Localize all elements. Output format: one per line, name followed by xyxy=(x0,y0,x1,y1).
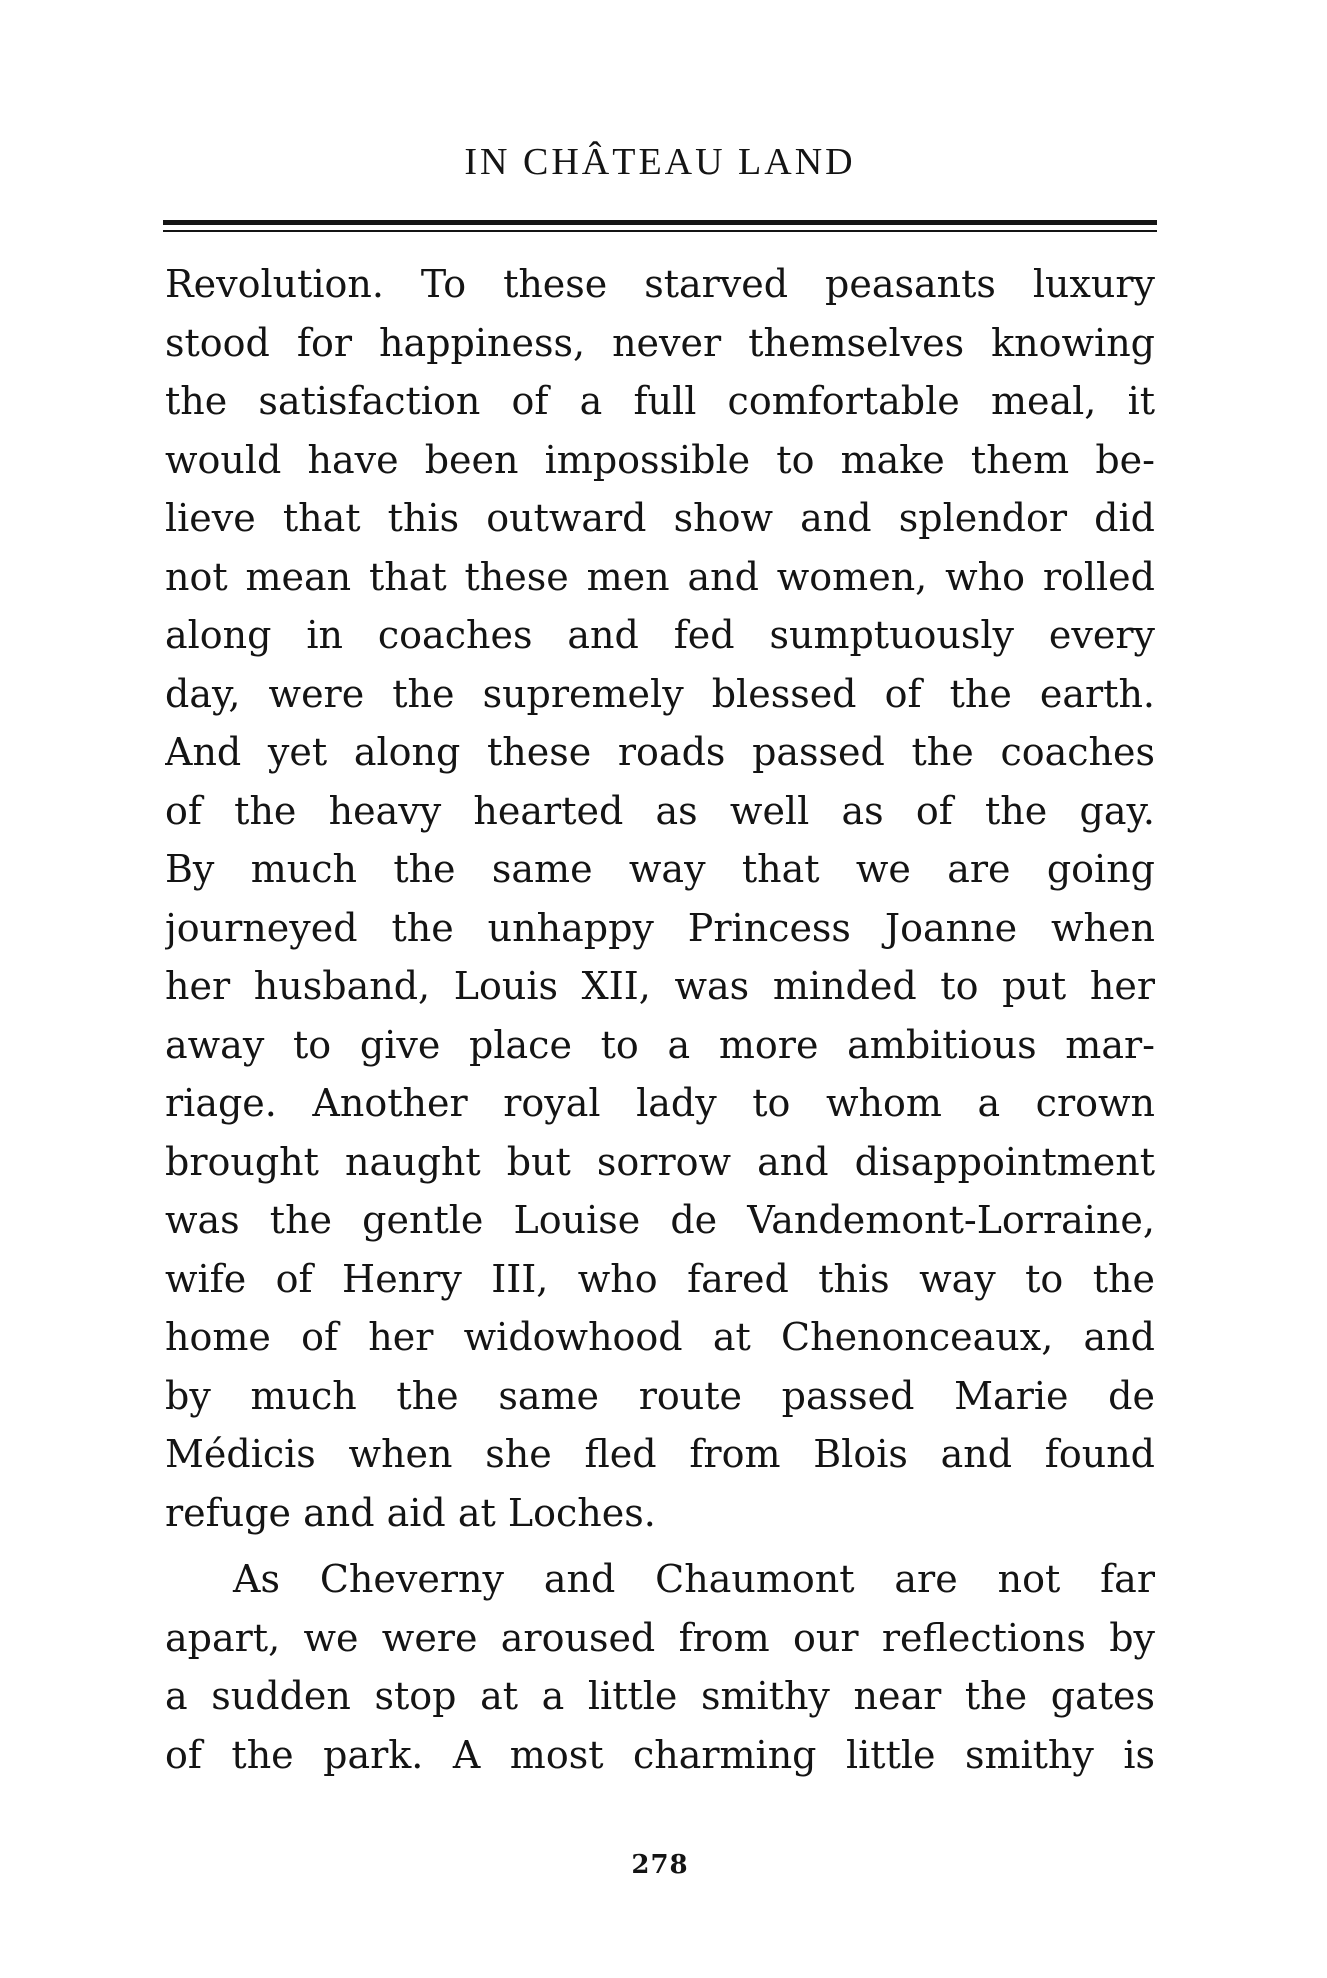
text-line: day, were the supremely blessed of the earth. xyxy=(165,671,1155,716)
text-line: along in coaches and fed sumptuously every xyxy=(165,613,1155,657)
text-line: journeyed the unhappy Princess Joanne when xyxy=(165,905,1155,950)
header-rule-thin xyxy=(163,230,1157,232)
paragraph-gap xyxy=(165,1542,1155,1550)
text-line: refuge and aid at Loches. xyxy=(165,1490,656,1535)
page-number: 278 xyxy=(631,1850,689,1880)
text-line: of the park. A most charming little smithy is xyxy=(165,1732,1155,1777)
running-title: IN CHÂTEAU LAND xyxy=(464,141,856,183)
text-line: lieve that this outward show and splendor did xyxy=(165,496,1155,540)
text-line: stood for happiness, never themselves knowing xyxy=(165,320,1155,365)
paragraph-2 xyxy=(165,1550,1155,1784)
text-line: the satisfaction of a full comfortable meal, it xyxy=(165,379,1155,423)
text-line: a sudden stop at a little smithy near the gates xyxy=(165,1674,1155,1718)
text-line: her husband, Louis XII, was minded to put her xyxy=(165,964,1155,1008)
body-text xyxy=(165,255,1155,1784)
text-line: Médicis when she fled from Blois and found xyxy=(165,1432,1155,1476)
text-line: By much the same way that we are going xyxy=(165,847,1155,891)
text-line: was the gentle Louise de Vandemont-Lorraine, xyxy=(165,1198,1155,1242)
text-line: by much the same route passed Marie de xyxy=(165,1373,1155,1418)
text-line: not mean that these men and women, who rolled xyxy=(165,554,1155,599)
paragraph-1 xyxy=(165,255,1155,1542)
text-line: of the heavy hearted as well as of the gay. xyxy=(165,788,1155,833)
text-line: Revolution. To these starved peasants luxury xyxy=(165,262,1155,306)
text-line: away to give place to a more ambitious mar- xyxy=(165,1022,1155,1067)
text-line: home of her widowhood at Chenonceaux, and xyxy=(165,1315,1155,1359)
text-line: would have been impossible to make them be- xyxy=(165,437,1155,482)
header-rule-thick xyxy=(163,220,1157,225)
text-line: apart, we were aroused from our reflections by xyxy=(165,1615,1155,1660)
text-line: As Cheverny and Chaumont are not far xyxy=(233,1557,1155,1601)
text-line: wife of Henry III, who fared this way to the xyxy=(165,1256,1155,1301)
text-line: And yet along these roads passed the coaches xyxy=(165,730,1155,774)
text-line: riage. Another royal lady to whom a crown xyxy=(165,1081,1155,1125)
text-line: brought naught but sorrow and disappointment xyxy=(165,1139,1155,1184)
